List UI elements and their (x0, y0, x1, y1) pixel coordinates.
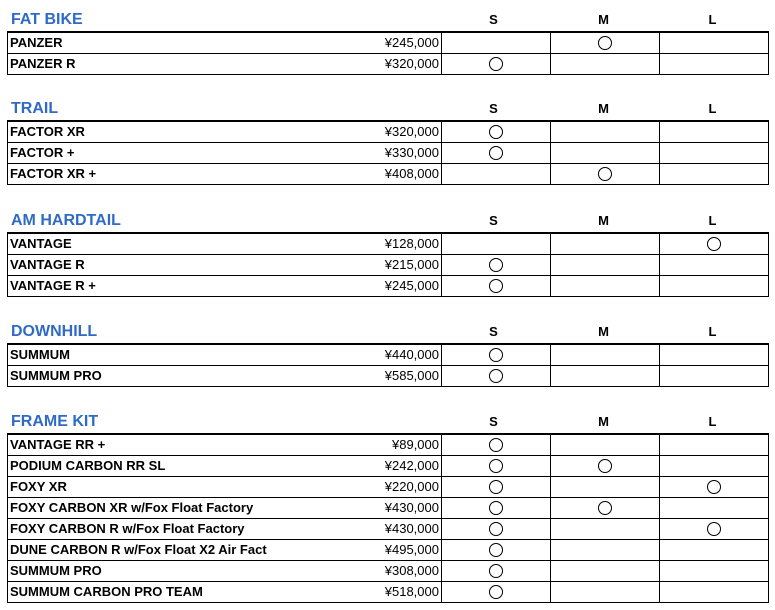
size-header-l: L (708, 324, 717, 339)
size-cell-l (660, 32, 769, 54)
size-cell-m (551, 344, 660, 366)
size-header-s: S (489, 101, 498, 116)
size-cell-l (660, 233, 769, 255)
available-circle-icon (598, 501, 612, 515)
size-cell-l (660, 477, 769, 498)
size-cell-l (660, 164, 769, 185)
size-cell-s (442, 32, 551, 54)
size-cell-s (442, 498, 551, 519)
size-header-s: S (489, 12, 498, 27)
model-name: SUMMUM PRO (8, 561, 340, 582)
model-name: FOXY CARBON R w/Fox Float Factory (8, 519, 340, 540)
size-header-m: M (598, 324, 609, 339)
model-name: VANTAGE R (8, 255, 340, 276)
size-header-m: M (598, 213, 609, 228)
available-circle-icon (707, 480, 721, 494)
size-cell-s (442, 561, 551, 582)
model-table (7, 120, 769, 185)
size-cell-m (551, 456, 660, 477)
model-price: ¥518,000 (339, 582, 442, 603)
size-cell-m (551, 540, 660, 561)
size-cell-m (551, 434, 660, 456)
table-row (8, 32, 769, 54)
size-cell-m (551, 477, 660, 498)
model-table (7, 343, 769, 387)
size-cell-s (442, 54, 551, 75)
table-row (8, 255, 769, 276)
model-name: FACTOR + (8, 143, 340, 164)
table-row (8, 164, 769, 185)
size-header-m: M (598, 12, 609, 27)
section-frame-kit (7, 411, 770, 603)
model-table (7, 232, 769, 297)
model-price: ¥220,000 (339, 477, 442, 498)
size-cell-s (442, 366, 551, 387)
model-price: ¥495,000 (339, 540, 442, 561)
model-name: FOXY CARBON XR w/Fox Float Factory (8, 498, 340, 519)
model-table (7, 31, 769, 75)
table-row (8, 233, 769, 255)
size-cell-s (442, 519, 551, 540)
model-price: ¥330,000 (339, 143, 442, 164)
model-price: ¥430,000 (339, 498, 442, 519)
size-cell-l (660, 143, 769, 164)
available-circle-icon (489, 543, 503, 557)
model-name: DUNE CARBON R w/Fox Float X2 Air Fact (8, 540, 340, 561)
model-name: SUMMUM PRO (8, 366, 340, 387)
available-circle-icon (489, 501, 503, 515)
model-name: VANTAGE (8, 233, 340, 255)
model-name: PANZER (8, 32, 340, 54)
size-cell-m (551, 561, 660, 582)
available-circle-icon (489, 564, 503, 578)
size-cell-s (442, 434, 551, 456)
table-row (8, 54, 769, 75)
size-cell-m (551, 498, 660, 519)
model-price: ¥320,000 (339, 121, 442, 143)
model-name: PANZER R (8, 54, 340, 75)
model-name: FOXY XR (8, 477, 340, 498)
section-header (7, 411, 770, 433)
available-circle-icon (489, 480, 503, 494)
size-cell-s (442, 233, 551, 255)
size-header-l: L (708, 101, 717, 116)
size-header-l: L (708, 414, 717, 429)
available-circle-icon (489, 258, 503, 272)
size-header-l: L (708, 213, 717, 228)
section-title: FRAME KIT (11, 413, 99, 430)
model-price: ¥215,000 (339, 255, 442, 276)
size-cell-m (551, 255, 660, 276)
section-header (7, 321, 770, 343)
model-price: ¥408,000 (339, 164, 442, 185)
section-title: FAT BIKE (11, 11, 83, 28)
size-cell-l (660, 519, 769, 540)
size-cell-l (660, 366, 769, 387)
size-cell-m (551, 366, 660, 387)
table-row (8, 561, 769, 582)
size-cell-s (442, 477, 551, 498)
size-cell-m (551, 519, 660, 540)
table-row (8, 121, 769, 143)
available-circle-icon (489, 459, 503, 473)
available-circle-icon (489, 585, 503, 599)
section-header (7, 210, 770, 232)
table-row (8, 582, 769, 603)
size-cell-s (442, 276, 551, 297)
model-price: ¥245,000 (339, 32, 442, 54)
size-cell-s (442, 582, 551, 603)
model-price: ¥242,000 (339, 456, 442, 477)
model-name: PODIUM CARBON RR SL (8, 456, 340, 477)
size-cell-m (551, 54, 660, 75)
table-row (8, 498, 769, 519)
model-price: ¥440,000 (339, 344, 442, 366)
section-trail (7, 98, 770, 185)
size-cell-m (551, 143, 660, 164)
size-cell-s (442, 255, 551, 276)
table-row (8, 276, 769, 297)
size-cell-s (442, 143, 551, 164)
model-price: ¥128,000 (339, 233, 442, 255)
size-cell-m (551, 276, 660, 297)
size-header-m: M (598, 101, 609, 116)
available-circle-icon (489, 369, 503, 383)
available-circle-icon (707, 237, 721, 251)
section-header (7, 9, 770, 31)
size-cell-m (551, 582, 660, 603)
size-cell-l (660, 54, 769, 75)
available-circle-icon (489, 125, 503, 139)
size-cell-s (442, 456, 551, 477)
size-cell-l (660, 344, 769, 366)
size-cell-l (660, 456, 769, 477)
model-price: ¥320,000 (339, 54, 442, 75)
available-circle-icon (598, 36, 612, 50)
size-cell-m (551, 164, 660, 185)
available-circle-icon (489, 438, 503, 452)
size-cell-l (660, 255, 769, 276)
size-header-l: L (708, 12, 717, 27)
size-cell-m (551, 32, 660, 54)
size-cell-l (660, 434, 769, 456)
table-row (8, 434, 769, 456)
size-cell-s (442, 121, 551, 143)
section-title: AM HARDTAIL (11, 212, 121, 229)
model-price: ¥89,000 (339, 434, 442, 456)
model-name: VANTAGE RR + (8, 434, 340, 456)
model-table (7, 433, 769, 603)
size-cell-s (442, 540, 551, 561)
size-cell-m (551, 121, 660, 143)
table-row (8, 540, 769, 561)
model-name: SUMMUM CARBON PRO TEAM (8, 582, 340, 603)
size-cell-m (551, 233, 660, 255)
model-name: FACTOR XR (8, 121, 340, 143)
section-downhill (7, 321, 770, 387)
model-name: SUMMUM (8, 344, 340, 366)
size-cell-l (660, 276, 769, 297)
section-title: TRAIL (11, 100, 59, 117)
available-circle-icon (707, 522, 721, 536)
available-circle-icon (489, 348, 503, 362)
model-price: ¥245,000 (339, 276, 442, 297)
table-row (8, 143, 769, 164)
size-header-s: S (489, 324, 498, 339)
available-circle-icon (489, 279, 503, 293)
available-circle-icon (489, 57, 503, 71)
table-row (8, 477, 769, 498)
table-row (8, 344, 769, 366)
table-row (8, 366, 769, 387)
size-cell-s (442, 344, 551, 366)
size-header-s: S (489, 213, 498, 228)
table-row (8, 456, 769, 477)
model-price: ¥308,000 (339, 561, 442, 582)
model-price: ¥430,000 (339, 519, 442, 540)
section-fat-bike (7, 9, 770, 75)
size-cell-l (660, 582, 769, 603)
available-circle-icon (598, 167, 612, 181)
available-circle-icon (489, 146, 503, 160)
size-cell-l (660, 121, 769, 143)
size-header-m: M (598, 414, 609, 429)
size-cell-l (660, 540, 769, 561)
available-circle-icon (489, 522, 503, 536)
model-name: VANTAGE R + (8, 276, 340, 297)
size-cell-l (660, 498, 769, 519)
size-cell-l (660, 561, 769, 582)
model-name: FACTOR XR + (8, 164, 340, 185)
table-row (8, 519, 769, 540)
available-circle-icon (598, 459, 612, 473)
section-am-hardtail (7, 210, 770, 297)
section-header (7, 98, 770, 120)
size-cell-s (442, 164, 551, 185)
section-title: DOWNHILL (11, 323, 98, 340)
size-header-s: S (489, 414, 498, 429)
model-price: ¥585,000 (339, 366, 442, 387)
